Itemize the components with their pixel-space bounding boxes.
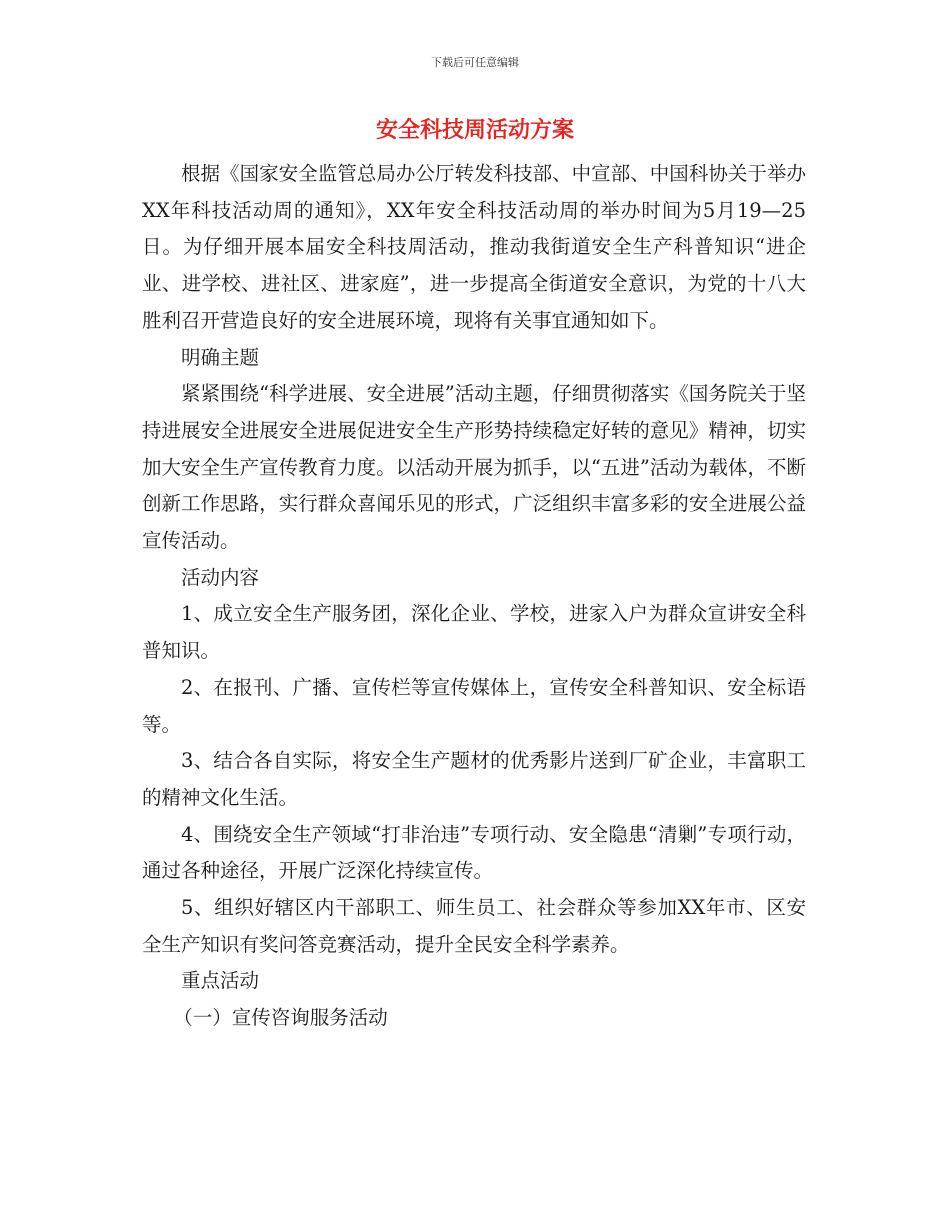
intro-paragraph: 根据《国家安全监管总局办公厅转发科技部、中宣部、中国科协关于举办XX年科技活动周的通知》，XX年安全科技活动周的举办时间为5月19—25日。为仔细开展本届安全科技周活动，推动我街道安全生产科普知识“进企业、进学校、进社区、进家庭”，进一步提高全街道安全意识，为党的十八大胜利召开营造良好的安全进展环境，现将有关事宜通知如下。 bbox=[142, 162, 806, 332]
subsection-heading-consulting: （一）宣传咨询服务活动 bbox=[173, 1006, 388, 1030]
content-item-4: 4、围绕安全生产领域“打非治违”专项行动、安全隐患“清剿”专项行动，通过各种途径，开展广泛深化持续宣传。 bbox=[142, 822, 806, 883]
content-item-2: 2、在报刊、广播、宣传栏等宣传媒体上，宣传安全科普知识、安全标语等。 bbox=[142, 675, 806, 736]
content-item-5: 5、组织好辖区内干部职工、师生员工、社会群众等参加XX年市、区安全生产知识有奖问答竞赛活动，提升全民安全科学素养。 bbox=[142, 896, 806, 956]
theme-paragraph: 紧紧围绕“科学进展、安全进展”活动主题，仔细贯彻落实《国务院关于坚持进展安全进展安全进展促进安全生产形势持续稳定好转的意见》精神，切实加大安全生产宣传教育力度。以活动开展为抓手，以“五进”活动为载体，不断创新工作思路，实行群众喜闻乐见的形式，广泛组织丰富多彩的安全进展公益宣传活动。 bbox=[142, 382, 806, 553]
content-item-3: 3、结合各自实际，将安全生产题材的优秀影片送到厂矿企业，丰富职工的精神文化生活。 bbox=[142, 749, 806, 809]
section-heading-key-activities: 重点活动 bbox=[181, 969, 260, 993]
document-body bbox=[142, 156, 806, 1037]
section-heading-content: 活动内容 bbox=[181, 565, 260, 589]
header-note: 下载后可任意编辑 bbox=[431, 56, 519, 69]
document-title: 安全科技周活动方案 bbox=[375, 118, 574, 143]
section-heading-theme: 明确主题 bbox=[181, 345, 260, 369]
content-item-1: 1、成立安全生产服务团，深化企业、学校，进家入户为群众宣讲安全科普知识。 bbox=[142, 602, 806, 663]
